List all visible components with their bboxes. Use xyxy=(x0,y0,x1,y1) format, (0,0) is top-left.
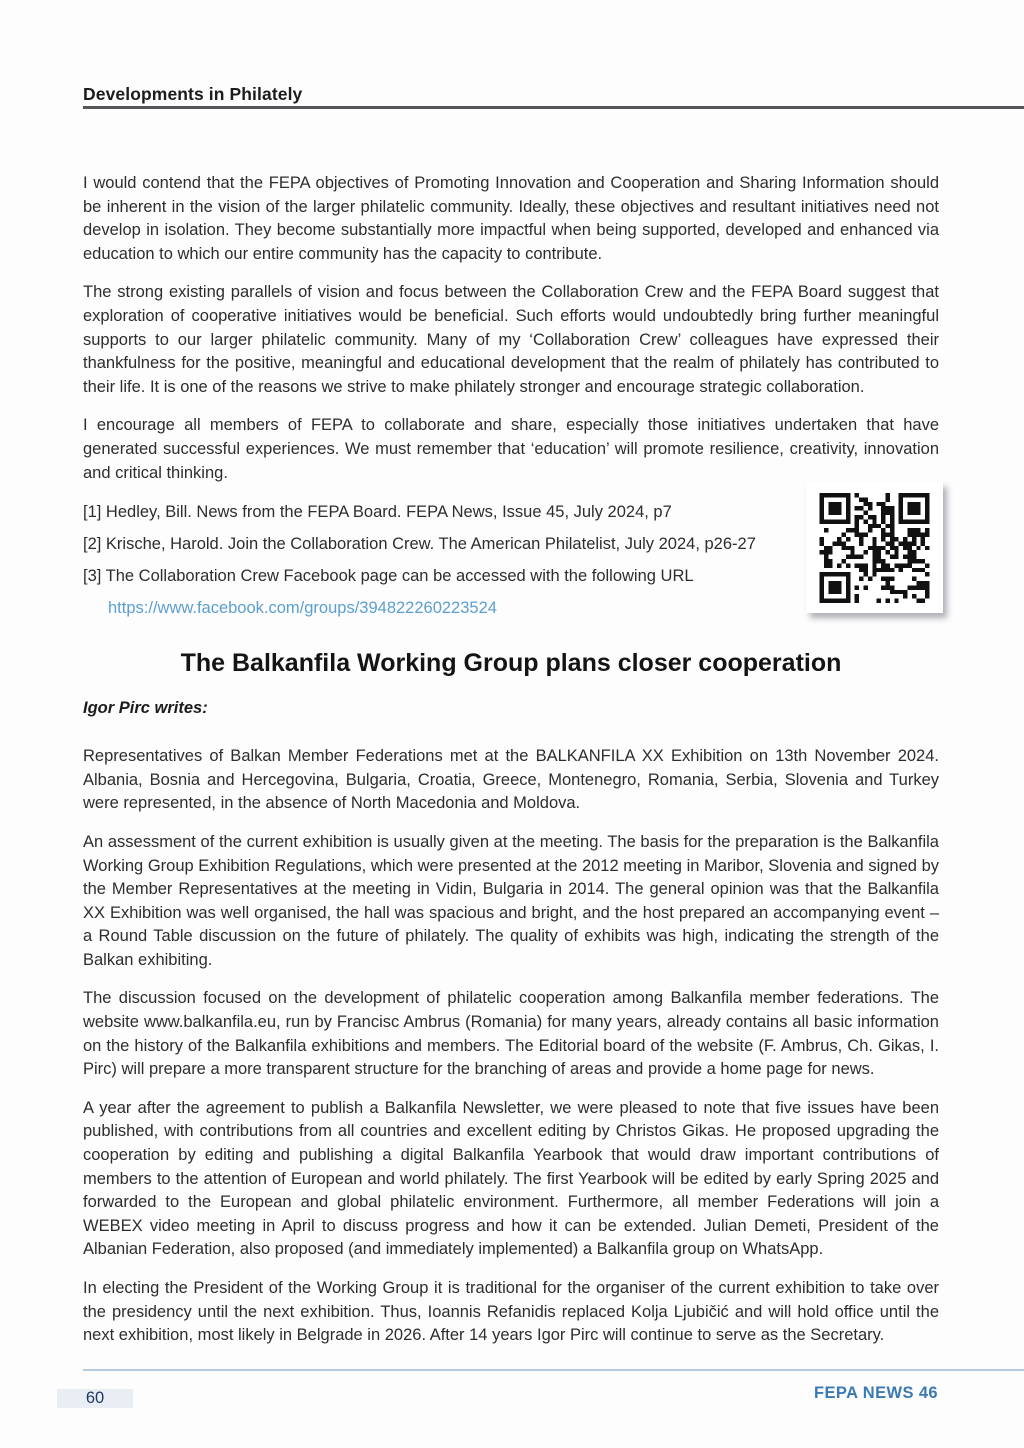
body-paragraph: Representatives of Balkan Member Federations met at the BALKANFILA XX Exhibition on 13th November 2024. Albania, Bosnia and Hercegovina, Bulgaria, Croatia, Greece, Montenegro, Romania, Serbia, Slovenia and Turkey were represented, in the absence of North Macedonia and Moldova. xyxy=(83,747,939,813)
facebook-group-link[interactable]: https://www.facebook.com/groups/394822260223524 xyxy=(108,599,497,618)
references-list xyxy=(83,500,803,620)
body-paragraph: I would contend that the FEPA objectives of Promoting Innovation and Cooperation and Sharing Information should be inherent in the vision of the larger philatelic community. Ideally, these objectives and resultant initiatives need not develop in isolation. They become substantially more impactful when being supported, developed and enhanced via education to which our entire community has the capacity to contribute. xyxy=(83,174,939,263)
page-content xyxy=(83,172,939,1363)
body-paragraph: In electing the President of the Working Group it is traditional for the organiser of the current exhibition to take over the presidency until the next exhibition. Thus, Ioannis Refanidis replaced Kolja Ljubičić and will hold office until the next exhibition, most likely in Belgrade in 2026. After 14 years Igor Pirc will continue to serve as the Secretary. xyxy=(83,1279,939,1345)
reference-item: [2] Krische, Harold. Join the Collaboration Crew. The American Philatelist, July 2024, p26-27 xyxy=(83,535,756,554)
body-paragraph: I encourage all members of FEPA to collaborate and share, especially those initiatives undertaken that have generated successful experiences. We must remember that ‘education’ will promote resilience, creativity, innovation and critical thinking. xyxy=(83,416,939,482)
header-rule xyxy=(83,106,1024,109)
body-paragraph: A year after the agreement to publish a Balkanfila Newsletter, we were pleased to note that five issues have been published, with contributions from all countries and excellent editing by Christos Gikas. He proposed upgrading the cooperation by editing and publishing a digital Balkanfila Yearbook that would draw important contributions of members to the attention of European and world philately. The first Yearbook will be edited by early Spring 2025 and forwarded to the European and global philatelic environment. Furthermore, all member Federations will join a WEBEX video meeting in April to discuss progress and how it can be extended. Julian Demeti, President of the Albanian Federation, also proposed (and immediately implemented) a Balkanfila group on WhatsApp. xyxy=(83,1098,939,1259)
qr-code xyxy=(806,482,943,613)
page-number-box xyxy=(57,1389,133,1408)
byline: Igor Pirc writes: xyxy=(83,699,208,718)
article-title: The Balkanfila Working Group plans closer cooperation xyxy=(180,649,842,678)
reference-item: [3] The Collaboration Crew Facebook page can be accessed with the following URL xyxy=(83,567,694,586)
reference-item: [1] Hedley, Bill. News from the FEPA Board. FEPA News, Issue 45, July 2024, p7 xyxy=(83,503,672,522)
body-paragraph: The discussion focused on the development of philatelic cooperation among Balkanfila member federations. The website www.balkanfila.eu, run by Francisc Ambrus (Romania) for many years, already contains all basic information on the history of the Balkanfila exhibitions and members. The Editorial board of the website (F. Ambrus, Ch. Gikas, I. Pirc) will prepare a more transparent structure for the branching of areas and provide a home page for news. xyxy=(83,989,939,1079)
journal-name: FEPA NEWS 46 xyxy=(814,1384,938,1402)
page-number: 60 xyxy=(85,1389,105,1407)
footer-rule xyxy=(83,1369,1024,1371)
body-paragraph: The strong existing parallels of vision and focus between the Collaboration Crew and the FEPA Board suggest that exploration of cooperative initiatives would be beneficial. Such efforts would undoubtedly bring further meaningful supports to our larger philatelic community. Many of my ‘Collaboration Crew’ colleagues have expressed their thankfulness for the positive, meaningful and educational development that the realm of philately has contributed to their life. It is one of the reasons we strive to make philately stronger and encourage strategic collaboration. xyxy=(83,283,939,396)
body-paragraph: An assessment of the current exhibition is usually given at the meeting. The basis for the preparation is the Balkanfila Working Group Exhibition Regulations, which were presented at the 2012 meeting in Maribor, Slovenia and signed by the Member Representatives at the meeting in Vidin, Bulgaria in 2014. The general opinion was that the Balkanfila XX Exhibition was well organised, the hall was spacious and bright, and the host prepared an accompanying event – a Round Table discussion on the future of philately. The quality of exhibits was high, indicating the strength of the Balkan exhibiting. xyxy=(83,832,939,969)
section-header xyxy=(83,84,302,105)
section-header-label: Developments in Philately xyxy=(83,84,303,104)
reference-url-line xyxy=(108,596,803,620)
